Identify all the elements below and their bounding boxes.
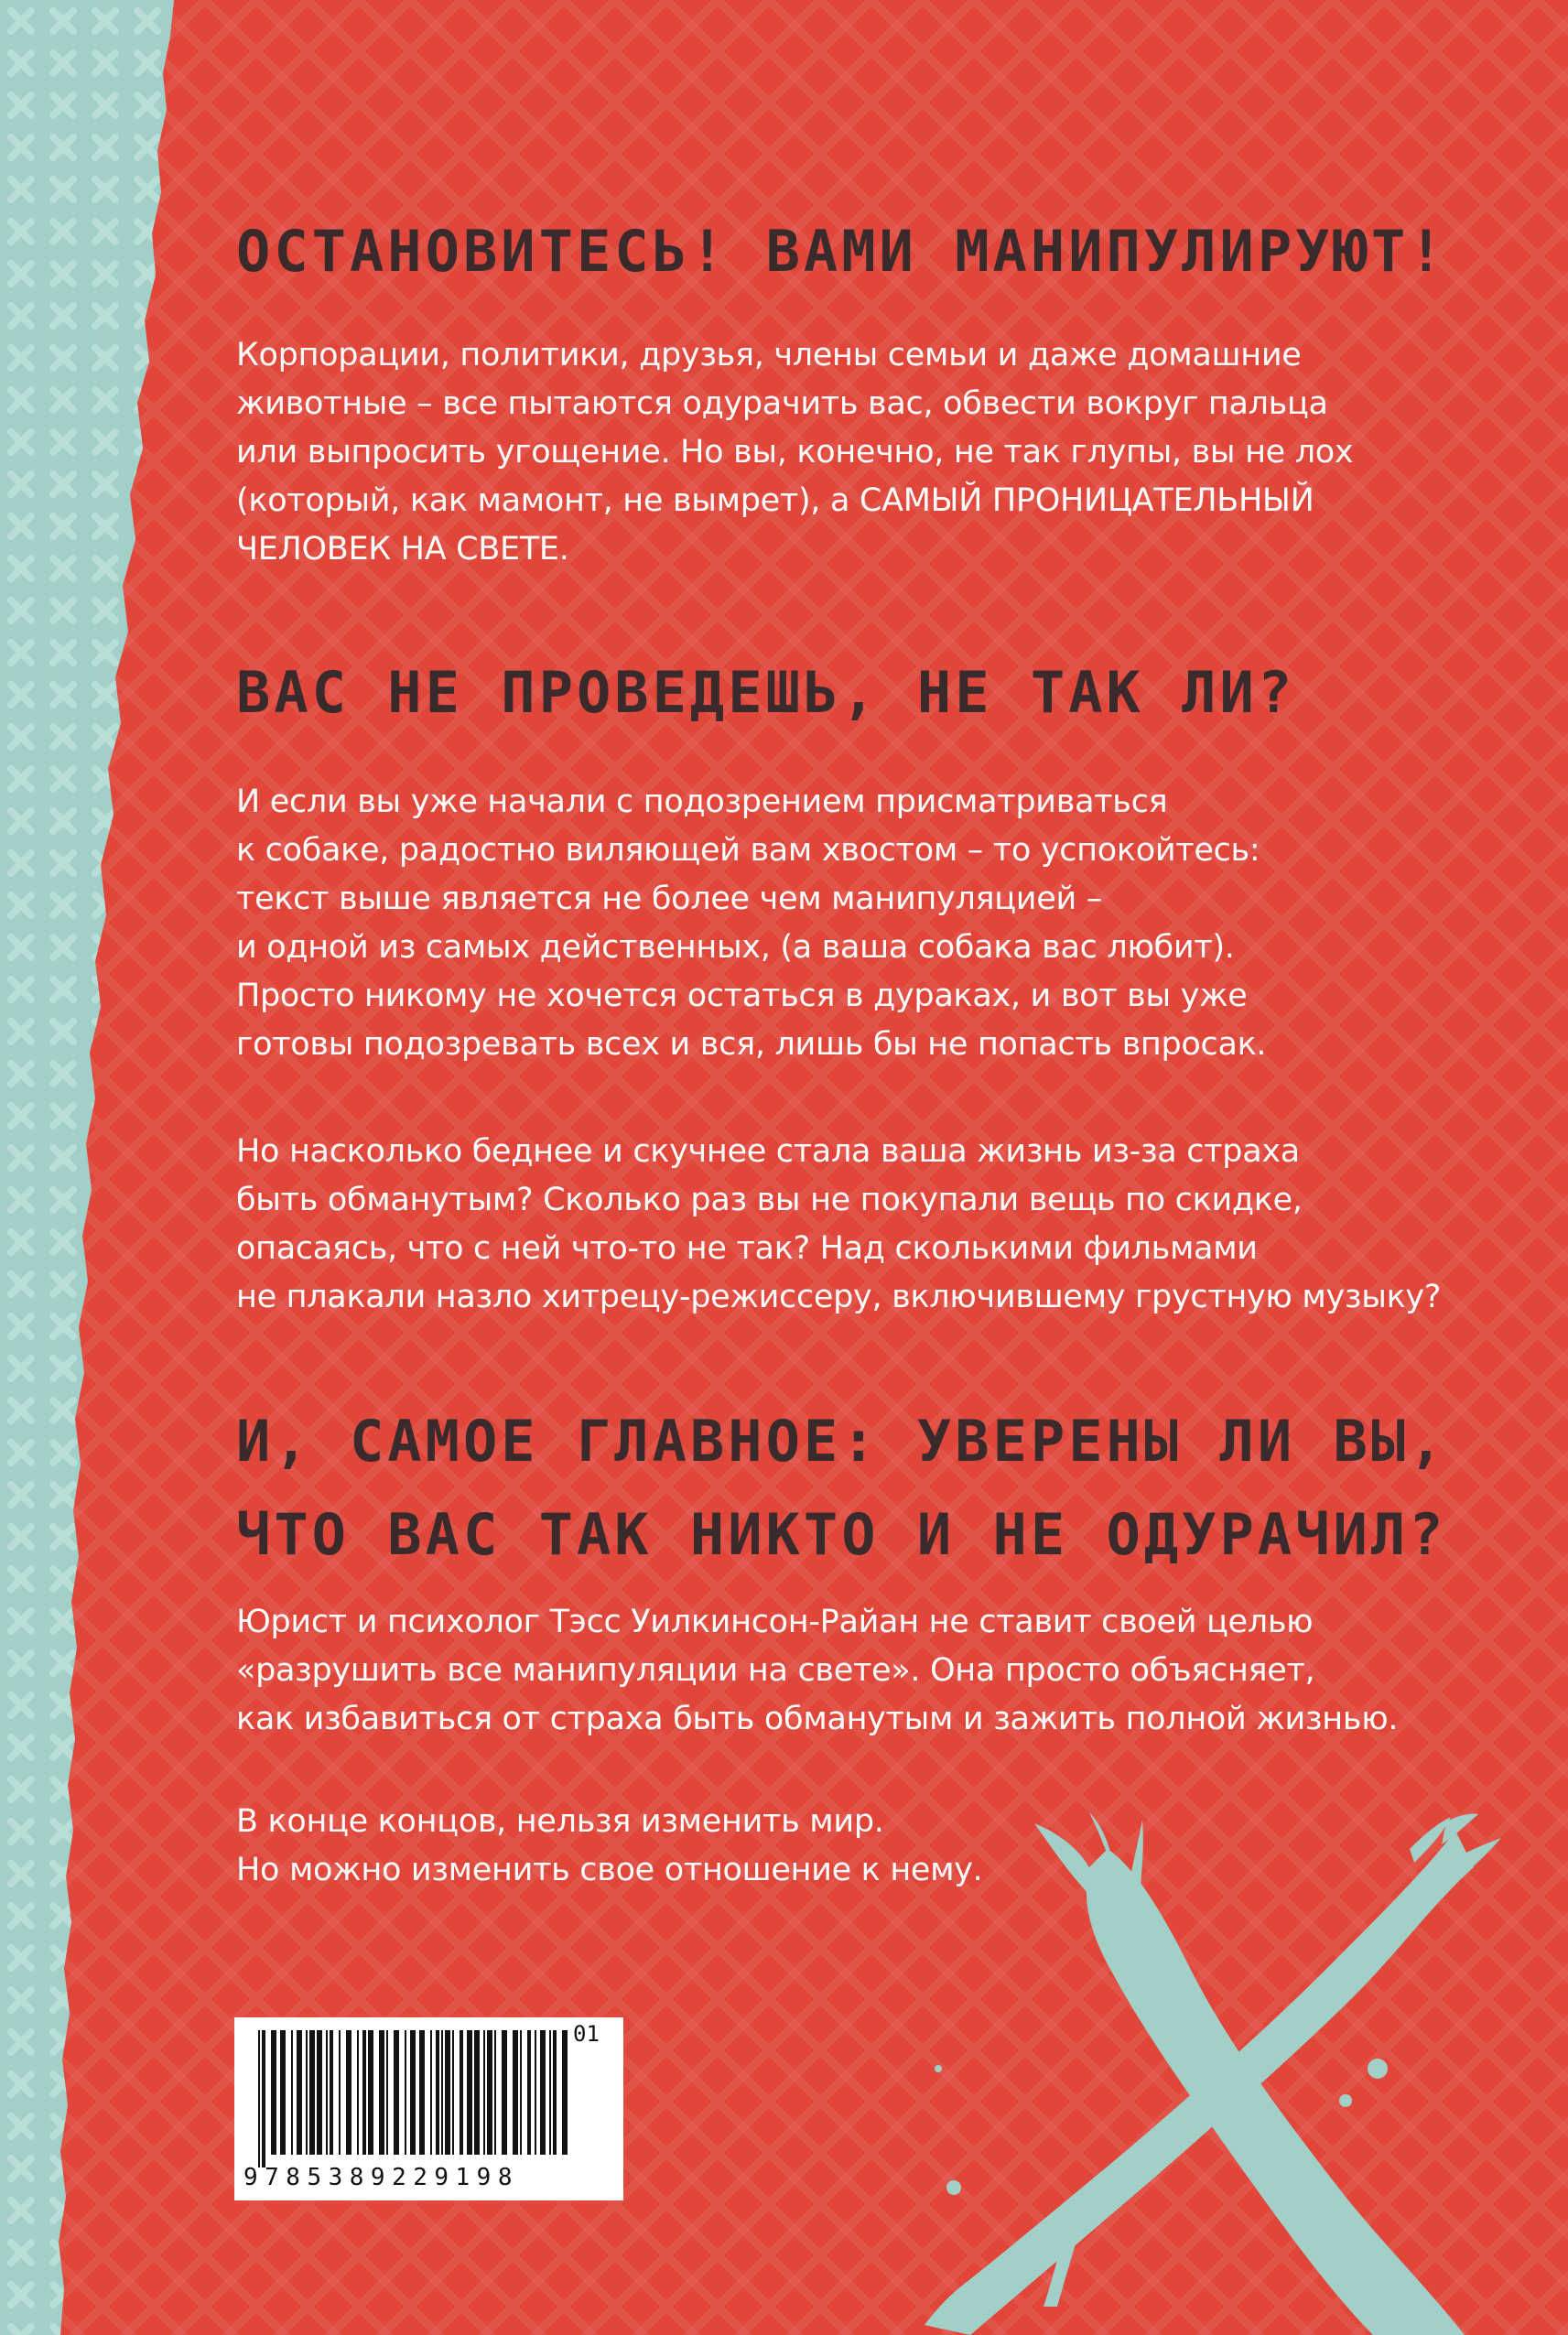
text-line: как избавиться от страха быть обманутым и зажить полной жизнью.	[236, 1701, 1399, 1737]
paragraph-closing	[236, 1798, 983, 1895]
barcode-bar	[483, 2030, 485, 2155]
text-line: (который, как мамонт, не вымрет), а САМЫЙ ПРОНИЦАТЕЛЬНЫЙ	[236, 482, 1314, 519]
paragraph-author	[236, 1598, 1398, 1744]
text-line: и одной из самых действенных, (а ваша собака вас любит).	[236, 929, 1235, 966]
barcode-bar	[386, 2030, 388, 2155]
barcode-bar	[362, 2030, 366, 2155]
barcode-bar	[271, 2030, 276, 2155]
barcode-bar	[291, 2030, 293, 2155]
barcode-bar	[553, 2030, 557, 2155]
barcode-bar	[262, 2030, 265, 2167]
barcode-bar	[460, 2030, 463, 2155]
barcode-bar	[309, 2030, 315, 2155]
barcode-bar	[436, 2030, 439, 2155]
heading-line: ЧТО ВАС ТАК НИКТО И НЕ ОДУРАЧИЛ?	[236, 1501, 1447, 1568]
barcode-bar	[339, 2030, 341, 2155]
barcode-bar	[467, 2030, 472, 2155]
barcode-bar	[379, 2030, 384, 2155]
barcode-bar	[317, 2030, 322, 2155]
barcode-bar	[452, 2030, 454, 2155]
barcode-bar	[474, 2030, 480, 2155]
barcode-bar	[280, 2030, 286, 2155]
barcode-bar	[297, 2030, 302, 2155]
barcode-bar	[326, 2030, 328, 2155]
barcode-bar	[520, 2030, 522, 2155]
heading-cant-fool-you: ВАС НЕ ПРОВЕДЕШЬ, НЕ ТАК ЛИ?	[236, 659, 1296, 726]
torn-paper-strip	[0, 0, 183, 2335]
text-line: или выпросить угощение. Но вы, конечно, не так глупы, вы не лох	[236, 434, 1354, 470]
text-line: опасаясь, что с ней что-то не так? Над сколькими фильмами	[236, 1230, 1258, 1267]
paragraph-intro	[236, 331, 1353, 574]
text-line: ЧЕЛОВЕК НА СВЕТЕ.	[236, 531, 569, 568]
barcode-bar	[562, 2030, 568, 2155]
barcode-bar	[330, 2030, 333, 2155]
barcode-bar	[258, 2030, 260, 2167]
barcode-bar	[494, 2030, 496, 2155]
barcode-bar	[430, 2030, 432, 2155]
barcode-bar	[540, 2030, 546, 2155]
barcode-bar	[445, 2030, 450, 2155]
text-line: «разрушить все манипуляции на свете». Она просто объясняет,	[236, 1652, 1315, 1689]
barcode-bar	[513, 2030, 518, 2155]
text-line: готовы подозревать всех и вся, лишь бы не попасть впросак.	[236, 1026, 1267, 1063]
barcode-bar	[394, 2030, 399, 2155]
barcode-bar	[346, 2030, 351, 2155]
barcode-bar	[368, 2030, 373, 2155]
heading-most-important	[236, 1400, 1446, 1576]
paragraph-fear	[236, 1128, 1441, 1322]
barcode-bar	[527, 2030, 531, 2155]
barcode-bar	[535, 2030, 536, 2155]
barcode-bar	[441, 2030, 443, 2155]
text-line: Юрист и психолог Тэсс Уилкинсон-Райан не ставит своей целью	[236, 1604, 1314, 1640]
barcode-bar	[357, 2030, 359, 2155]
painted-x-icon	[915, 1812, 1501, 2335]
text-line: текст выше является не более чем манипуляцией –	[236, 881, 1102, 917]
barcode-bar	[405, 2030, 406, 2155]
text-line: Просто никому не хочется остаться в дураках, и вот вы уже	[236, 978, 1248, 1014]
barcode-bar	[306, 2030, 308, 2155]
text-line: Но насколько беднее и скучнее стала ваша жизнь из-за страха	[236, 1133, 1300, 1170]
barcode-bar	[487, 2030, 492, 2155]
text-line: Но можно изменить свое отношение к нему.	[236, 1852, 983, 1888]
paragraph-dog	[236, 778, 1266, 1069]
text-line: В конце концов, нельзя изменить мир.	[236, 1803, 884, 1840]
text-line: к собаке, радостно виляющей вам хвостом – то успокойтесь:	[236, 832, 1260, 869]
barcode-bar	[419, 2030, 425, 2155]
text-line: не плакали назло хитрецу-режиссеру, включившему грустную музыку?	[236, 1279, 1442, 1315]
barcode-bar	[410, 2030, 416, 2155]
text-line: Корпорации, политики, друзья, члены семьи и даже домашние	[236, 337, 1302, 373]
heading-line: И, САМОЕ ГЛАВНОЕ: УВЕРЕНЫ ЛИ ВЫ,	[236, 1408, 1447, 1475]
barcode-suffix: 01	[573, 2021, 600, 2047]
text-line: животные – все пытаются одурачить вас, обвести вокруг пальца	[236, 385, 1328, 422]
barcode	[234, 2017, 623, 2200]
text-line: И если вы уже начали с подозрением присматриваться	[236, 784, 1168, 820]
text-line: быть обманутым? Сколько раз вы не покупали вещь по скидке,	[236, 1182, 1303, 1218]
barcode-number: 9785389229198	[243, 2164, 519, 2191]
heading-stop-manipulation: ОСТАНОВИТЕСЬ! ВАМИ МАНИПУЛИРУЮТ!	[236, 218, 1447, 285]
barcode-bar	[549, 2030, 551, 2155]
barcode-bar	[502, 2030, 507, 2155]
